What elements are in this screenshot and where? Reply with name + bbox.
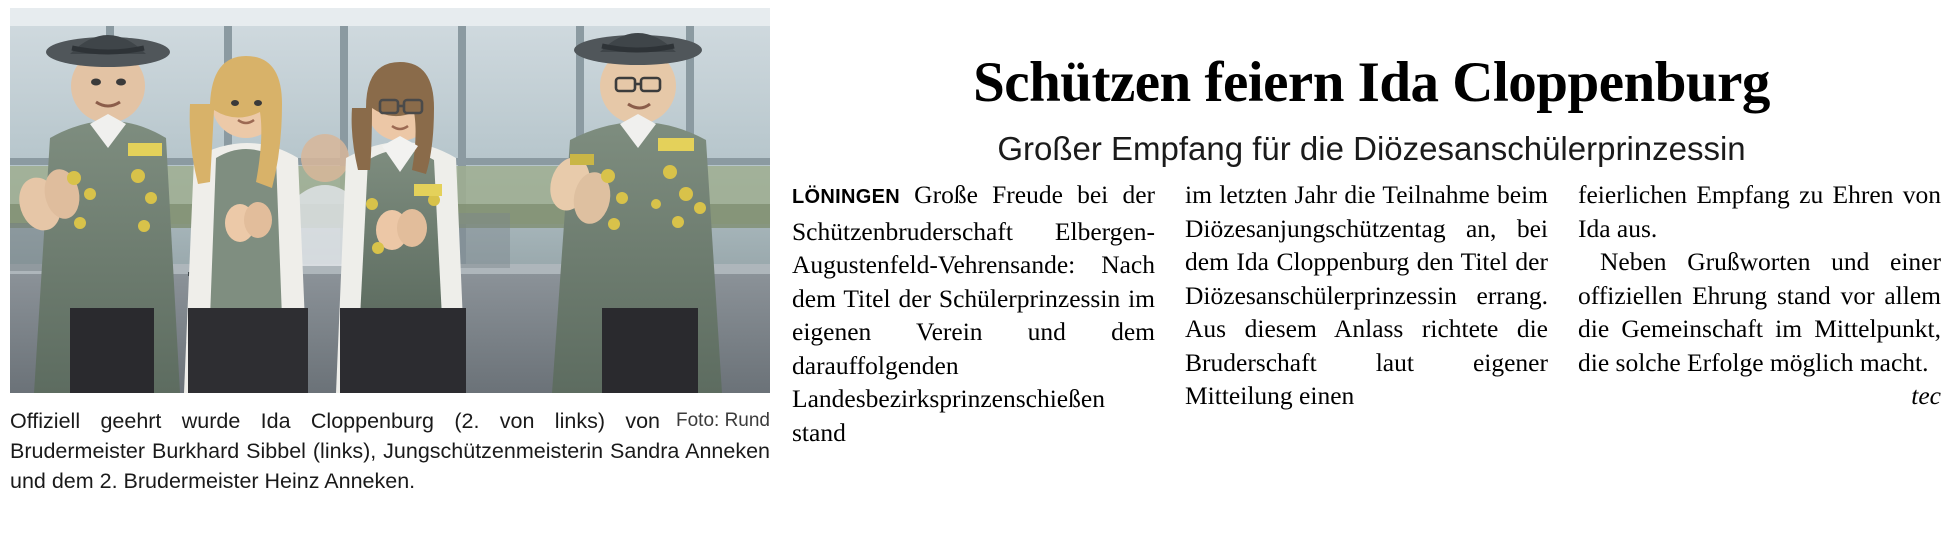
photo-column bbox=[10, 8, 770, 496]
article-dateline: LÖNINGEN bbox=[792, 186, 900, 208]
closing-text: Neben Grußworten und einer offiziellen Ehrung stand vor allem die Gemeinschaft im Mittelpunkt, die solche Erfolge möglich macht. bbox=[1578, 247, 1941, 377]
body-text-1: Große Freude bei der Schützenbruderschaft Elbergen-Augustenfeld-Vehrensande: Nach dem Titel der Schülerprinzessin im eigenen Verein und dem darauffolgenden Landesbezirksprinzenschießen stand bbox=[792, 180, 1156, 447]
article-signature: tec bbox=[1911, 381, 1941, 410]
photo-caption bbox=[10, 406, 770, 496]
article-headline: Schützen feiern Ida Cloppenburg bbox=[973, 51, 1770, 115]
body-text-2: im letzten Jahr die Teilnahme beim Diözesanjungschützentag an, bei dem Ida Cloppenburg den Titel der Diözesanschülerprinzessin errang. Aus diesem Anlass richtete die Bruderschaft laut eigener Mitteilung einen bbox=[1185, 180, 1548, 410]
article-subheadline: Großer Empfang für die Diözesanschülerprinzessin bbox=[997, 130, 1746, 168]
body-text-closing bbox=[1578, 245, 1941, 410]
photo-credit: Foto: Rund bbox=[676, 410, 770, 431]
article-body bbox=[792, 178, 1943, 449]
body-column-3 bbox=[1578, 178, 1941, 449]
body-column-1 bbox=[792, 178, 1155, 449]
article-photo bbox=[10, 8, 770, 393]
body-column-2 bbox=[1185, 178, 1548, 449]
body-text-3: feierlichen Empfang zu Ehren von Ida aus. bbox=[1578, 180, 1941, 243]
photo-caption-text: Offiziell geehrt wurde Ida Cloppenburg (2. von links) von Brudermeister Burkhard Sibbel (links), Jungschützenmeisterin Sandra Anneken und dem 2. Brudermeister Heinz Anneken. bbox=[10, 409, 770, 493]
